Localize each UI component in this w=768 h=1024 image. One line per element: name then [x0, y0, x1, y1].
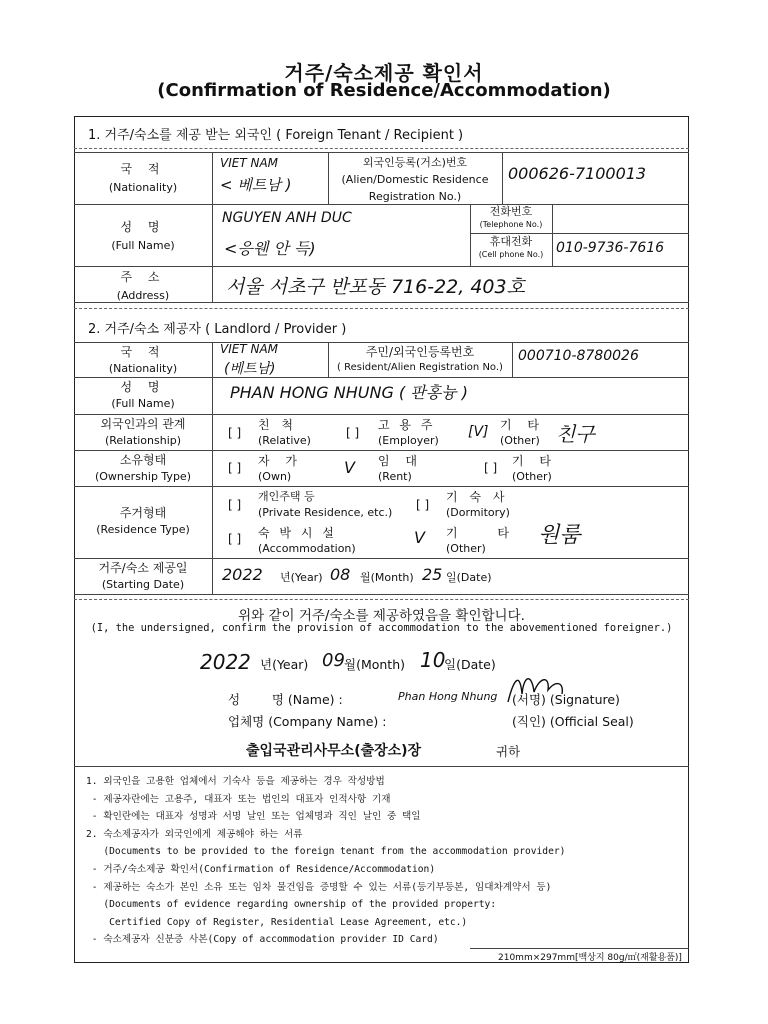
start-day-label: 일(Date) [446, 571, 492, 584]
relationship-other-en: (Other) [500, 434, 540, 447]
relationship-relative-ko: 친 척 [258, 418, 297, 432]
divider [74, 766, 689, 767]
form-title-korean: 거주/숙소제공 확인서 [284, 61, 484, 85]
divider [74, 414, 689, 415]
note-line: 1. 외국인을 고용한 업체에서 기숙사 등을 제공하는 경우 작성방법 [86, 776, 385, 787]
confirm-month-value: 09 [322, 650, 345, 671]
divider [74, 599, 689, 600]
ownership-type-label: 소유형태 (Ownership Type) [94, 453, 191, 484]
resident-registration-label: 주민/외국인등록번호 ( Resident/Alien Registration No.) [337, 345, 503, 374]
divider [212, 152, 213, 302]
alien-registration-value: 000626-7100013 [508, 164, 647, 183]
note-line: 2. 숙소제공자가 외국인에게 제공해야 하는 서류 [86, 828, 303, 840]
divider [470, 948, 689, 949]
signer-name-value: Phan Hong Nhung [398, 690, 498, 703]
confirm-year-value: 2022 [200, 650, 251, 674]
telephone-label: 전화번호 (Telephone No.) [479, 205, 543, 229]
start-year-label: 년(Year) [280, 571, 323, 584]
address-value: 서울 서초구 반포동 716-22, 403호 [226, 276, 525, 298]
starting-date-label: 거주/숙소 제공일 (Starting Date) [98, 561, 188, 592]
nationality-label: 국 적 (Nationality) [108, 162, 178, 194]
tenant-nationality-value: VIET NAM [220, 156, 279, 170]
residence-dormitory-ko: 기 숙 사 [446, 490, 509, 504]
divider [74, 308, 689, 309]
residence-other-value: 원룸 [538, 523, 581, 548]
ownership-other-ko: 기 타 [512, 454, 557, 468]
signature-label: (서명) (Signature) [512, 692, 620, 707]
start-month-value: 08 [330, 565, 351, 584]
section2-heading: 2. 거주/숙소 제공자 ( Landlord / Provider ) [88, 322, 347, 337]
divider [552, 204, 553, 266]
ownership-own-checkbox[interactable]: [ ] [228, 461, 242, 475]
residence-accommodation-ko: 숙 박 시 설 [258, 526, 337, 540]
start-year-value: 2022 [222, 565, 263, 584]
divider [512, 342, 513, 377]
divider [74, 266, 689, 267]
divider [74, 148, 689, 149]
divider [502, 152, 503, 204]
divider [74, 594, 689, 595]
relationship-other-value: 친구 [556, 422, 595, 446]
signer-name-label: 성 명 (Name) : [228, 692, 343, 707]
divider [74, 342, 689, 343]
confirmation-english: (I, the undersigned, confirm the provision of accommodation to the abovementioned foreigner.) [90, 622, 673, 634]
resident-registration-value: 000710-8780026 [518, 348, 639, 364]
provider-nationality-value: VIET NAM [220, 342, 279, 356]
divider [74, 152, 689, 153]
confirm-month-label: 월(Month) [344, 657, 406, 672]
divider [74, 558, 689, 559]
ownership-rent-checkbox[interactable]: V [344, 458, 355, 477]
ownership-rent-en: (Rent) [378, 470, 412, 483]
residence-accommodation-en: (Accommodation) [258, 542, 356, 555]
note-line: - 거주/숙소제공 확인서(Confirmation of Residence/Accommodation) [86, 863, 436, 875]
provider-nationality-value-korean: (베트남) [224, 361, 276, 377]
paper-size-note: 210mm×297mm[백상지 80g/㎡(재활용품)] [498, 953, 682, 963]
relationship-employer-checkbox[interactable]: [ ] [346, 426, 360, 440]
tenant-nationality-value-korean: < 베트남 ) [220, 176, 292, 194]
note-line: - 숙소제공자 신분증 사본(Copy of accommodation provider ID Card) [86, 934, 439, 946]
note-line: Certified Copy of Register, Residential Lease Agreement, etc.) [86, 916, 468, 928]
start-day-value: 25 [422, 565, 443, 584]
cell-phone-value: 010-9736-7616 [556, 240, 665, 256]
note-line: - 확인란에는 대표자 성명과 서명 날인 또는 업체명과 직인 날인 중 택일 [86, 811, 421, 823]
note-line: - 제공하는 숙소가 본인 소유 또는 임차 물건임을 증명할 수 있는 서류(등기부등본, 임대차계약서 등) [86, 881, 552, 893]
confirm-day-value: 10 [420, 648, 446, 672]
residence-dormitory-checkbox[interactable]: [ ] [416, 498, 430, 512]
addressee-honorific: 귀하 [496, 744, 521, 759]
residence-private-en: (Private Residence, etc.) [258, 506, 393, 519]
address-label: 주 소 (Address) [116, 270, 170, 302]
divider [470, 233, 689, 234]
residence-type-label: 주거형태 (Residence Type) [96, 506, 190, 537]
immigration-office: 출입국관리사무소(출장소)장 [246, 743, 422, 759]
form-title-english: (Confirmation of Residence/Accommodation) [157, 80, 611, 101]
relationship-label: 외국인과의 관계 (Relationship) [100, 417, 186, 448]
divider [74, 486, 689, 487]
note-line: (Documents of evidence regarding ownership of the provided property: [86, 899, 497, 911]
residence-other-ko: 기 타 [446, 526, 527, 540]
residence-private-ko: 개인주택 등 [258, 490, 315, 503]
provider-name-value: PHAN HONG NHUNG ( 판홍늉 ) [230, 383, 468, 402]
residence-accommodation-checkbox[interactable]: [ ] [228, 532, 242, 546]
residence-private-checkbox[interactable]: [ ] [228, 498, 242, 512]
relationship-relative-checkbox[interactable]: [ ] [228, 426, 242, 440]
relationship-other-ko: 기 타 [500, 418, 545, 432]
ownership-other-checkbox[interactable]: [ ] [484, 461, 498, 475]
residence-dormitory-en: (Dormitory) [446, 506, 510, 519]
divider [212, 342, 213, 594]
official-seal-label: (직인) (Official Seal) [512, 714, 634, 729]
relationship-relative-en: (Relative) [258, 434, 311, 447]
residence-other-checkbox[interactable]: V [414, 528, 425, 547]
ownership-own-en: (Own) [258, 470, 292, 483]
section1-heading: 1. 거주/숙소를 제공 받는 외국인 ( Foreign Tenant / Recipient ) [88, 128, 464, 143]
full-name-label: 성 명 (Full Name) [111, 220, 175, 252]
start-month-label: 월(Month) [360, 571, 414, 584]
confirmation-korean: 위와 같이 거주/숙소를 제공하였음을 확인합니다. [238, 608, 525, 624]
confirm-day-label: 일(Date) [444, 657, 496, 672]
ownership-rent-ko: 임 대 [378, 454, 423, 468]
ownership-other-en: (Other) [512, 470, 552, 483]
relationship-other-checkbox[interactable]: [V] [468, 424, 489, 440]
instructions-notes [86, 773, 681, 949]
provider-nationality-label: 국 적 (Nationality) [108, 345, 178, 376]
relationship-employer-en: (Employer) [378, 434, 439, 447]
note-line: - 제공자란에는 고용주, 대표자 또는 법인의 대표자 인적사항 기재 [86, 793, 391, 805]
divider [74, 450, 689, 451]
note-line: (Documents to be provided to the foreign tenant from the accommodation provider) [86, 846, 566, 858]
alien-registration-label: 외국인등록(거소)번호 (Alien/Domestic Residence Registration No.) [341, 156, 489, 204]
provider-name-label: 성 명 (Full Name) [111, 380, 175, 411]
ownership-own-ko: 자 가 [258, 454, 303, 468]
company-name-label: 업체명 (Company Name) : [228, 714, 387, 729]
relationship-employer-ko: 고 용 주 [378, 418, 436, 432]
confirm-year-label: 년(Year) [260, 657, 309, 672]
tenant-name-value: NGUYEN ANH DUC [222, 210, 352, 226]
cell-phone-label: 휴대전화 (Cell phone No.) [478, 235, 544, 259]
residence-other-en: (Other) [446, 542, 486, 555]
tenant-name-value-korean: <응웬 안 득) [224, 239, 316, 258]
